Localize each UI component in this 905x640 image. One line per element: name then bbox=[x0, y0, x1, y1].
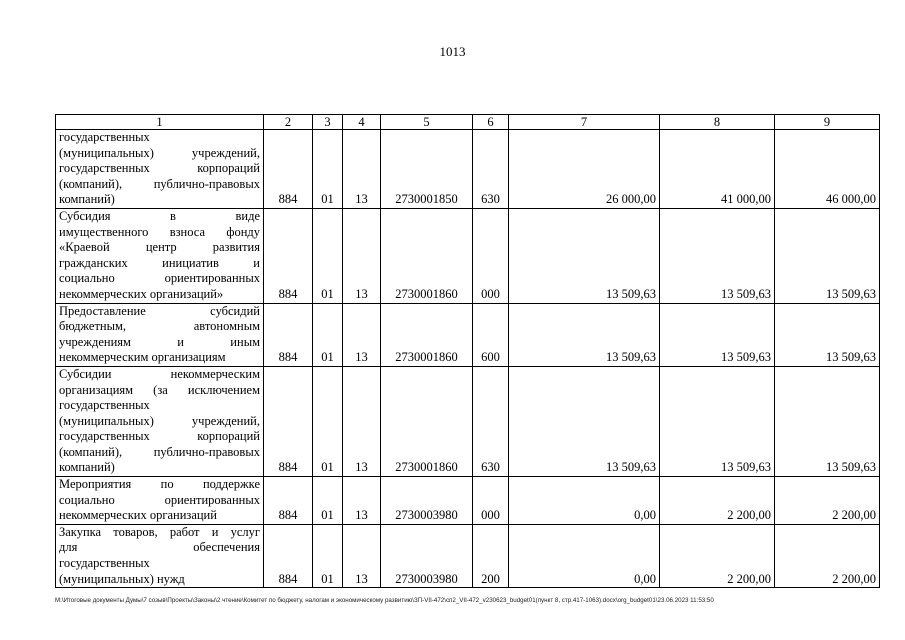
cell-amount-year1: 13 509,63 bbox=[509, 303, 660, 366]
cell-subsection: 13 bbox=[343, 303, 381, 366]
description-line: Мероприятия по поддержке bbox=[59, 477, 260, 492]
row-description bbox=[56, 130, 264, 209]
description-line: некоммерческим организациям bbox=[59, 350, 226, 365]
description-line: организациям (за исключением bbox=[59, 382, 260, 397]
description-line: компаний) bbox=[59, 460, 115, 475]
cell-amount-year2: 41 000,00 bbox=[660, 130, 775, 209]
description-line: (муниципальных) учреждений, bbox=[59, 145, 260, 160]
cell-amount-year2: 13 509,63 bbox=[660, 303, 775, 366]
cell-amount-year1: 0,00 bbox=[509, 524, 660, 587]
row-description bbox=[56, 208, 264, 303]
cell-target-article: 2730001860 bbox=[381, 303, 473, 366]
description-line: некоммерческих организаций» bbox=[59, 286, 224, 301]
description-line: компаний) bbox=[59, 192, 115, 207]
cell-amount-year3: 2 200,00 bbox=[775, 524, 880, 587]
col-header-9: 9 bbox=[775, 115, 880, 130]
table-row bbox=[56, 208, 880, 303]
cell-amount-year1: 0,00 bbox=[509, 477, 660, 525]
description-line: (муниципальных) учреждений, bbox=[59, 413, 260, 428]
cell-ministry-code: 884 bbox=[264, 130, 313, 209]
description-line: государственных bbox=[59, 556, 150, 571]
description-line: учреждениям и иным bbox=[59, 334, 260, 349]
cell-subsection: 13 bbox=[343, 366, 381, 476]
row-description bbox=[56, 524, 264, 587]
description-line: государственных bbox=[59, 398, 150, 413]
cell-section: 01 bbox=[313, 366, 343, 476]
cell-target-article: 2730003980 bbox=[381, 524, 473, 587]
cell-subsection: 13 bbox=[343, 477, 381, 525]
description-line: социально ориентированных bbox=[59, 492, 260, 507]
col-header-4: 4 bbox=[343, 115, 381, 130]
cell-target-article: 2730003980 bbox=[381, 477, 473, 525]
cell-subsection: 13 bbox=[343, 208, 381, 303]
description-line: (муниципальных) нужд bbox=[59, 571, 185, 586]
cell-amount-year1: 26 000,00 bbox=[509, 130, 660, 209]
cell-amount-year3: 13 509,63 bbox=[775, 303, 880, 366]
cell-expense-type: 600 bbox=[473, 303, 509, 366]
col-header-2: 2 bbox=[264, 115, 313, 130]
cell-section: 01 bbox=[313, 477, 343, 525]
cell-ministry-code: 884 bbox=[264, 303, 313, 366]
description-line: имущественного взноса фонду bbox=[59, 224, 260, 239]
description-line: Предоставление субсидий bbox=[59, 303, 260, 318]
cell-ministry-code: 884 bbox=[264, 366, 313, 476]
cell-ministry-code: 884 bbox=[264, 208, 313, 303]
description-line: (компаний), публично-правовых bbox=[59, 444, 260, 459]
cell-ministry-code: 884 bbox=[264, 524, 313, 587]
budget-table bbox=[55, 114, 880, 588]
description-line: (компаний), публично-правовых bbox=[59, 176, 260, 191]
cell-expense-type: 630 bbox=[473, 366, 509, 476]
row-description bbox=[56, 366, 264, 476]
table-row bbox=[56, 366, 880, 476]
cell-ministry-code: 884 bbox=[264, 477, 313, 525]
cell-amount-year3: 2 200,00 bbox=[775, 477, 880, 525]
description-line: Закупка товаров, работ и услуг bbox=[59, 524, 260, 539]
col-header-5: 5 bbox=[381, 115, 473, 130]
description-line: Субсидия в виде bbox=[59, 208, 260, 223]
description-line: некоммерческих организаций bbox=[59, 508, 217, 523]
cell-amount-year1: 13 509,63 bbox=[509, 208, 660, 303]
description-line: социально ориентированных bbox=[59, 271, 260, 286]
cell-amount-year3: 13 509,63 bbox=[775, 366, 880, 476]
table-row bbox=[56, 524, 880, 587]
description-line: государственных bbox=[59, 130, 150, 144]
row-description bbox=[56, 477, 264, 525]
cell-target-article: 2730001850 bbox=[381, 130, 473, 209]
cell-expense-type: 200 bbox=[473, 524, 509, 587]
description-line: государственных корпораций bbox=[59, 429, 260, 444]
cell-amount-year2: 13 509,63 bbox=[660, 366, 775, 476]
col-header-3: 3 bbox=[313, 115, 343, 130]
cell-expense-type: 000 bbox=[473, 208, 509, 303]
cell-section: 01 bbox=[313, 208, 343, 303]
table-body bbox=[56, 130, 880, 588]
cell-subsection: 13 bbox=[343, 524, 381, 587]
cell-target-article: 2730001860 bbox=[381, 366, 473, 476]
cell-target-article: 2730001860 bbox=[381, 208, 473, 303]
cell-amount-year3: 46 000,00 bbox=[775, 130, 880, 209]
row-description bbox=[56, 303, 264, 366]
description-line: «Краевой центр развития bbox=[59, 240, 260, 255]
cell-amount-year3: 13 509,63 bbox=[775, 208, 880, 303]
cell-section: 01 bbox=[313, 524, 343, 587]
col-header-1: 1 bbox=[56, 115, 264, 130]
col-header-6: 6 bbox=[473, 115, 509, 130]
cell-amount-year2: 13 509,63 bbox=[660, 208, 775, 303]
table-row bbox=[56, 477, 880, 525]
cell-subsection: 13 bbox=[343, 130, 381, 209]
col-header-7: 7 bbox=[509, 115, 660, 130]
table-row bbox=[56, 303, 880, 366]
table-row bbox=[56, 130, 880, 209]
cell-amount-year2: 2 200,00 bbox=[660, 524, 775, 587]
cell-amount-year2: 2 200,00 bbox=[660, 477, 775, 525]
description-line: бюджетным, автономным bbox=[59, 319, 260, 334]
description-line: государственных корпораций bbox=[59, 161, 260, 176]
description-line: для обеспечения bbox=[59, 540, 260, 555]
col-header-8: 8 bbox=[660, 115, 775, 130]
cell-section: 01 bbox=[313, 130, 343, 209]
cell-section: 01 bbox=[313, 303, 343, 366]
cell-expense-type: 630 bbox=[473, 130, 509, 209]
page-number: 1013 bbox=[439, 44, 466, 59]
cell-amount-year1: 13 509,63 bbox=[509, 366, 660, 476]
cell-expense-type: 000 bbox=[473, 477, 509, 525]
file-path-footer: M:\Итоговые документы Думы\7 созыв\Проекты\Законы\2 чтение\Комитет по бюджету, налогам и экономическому развитию\ЗП-VII-472\сп2_VII-472_v230623_budget01(пункт 8, стр.417-1063).docx\org_budget01\23.06.2023 11:53:50 bbox=[55, 597, 714, 604]
description-line: гражданских инициатив и bbox=[59, 255, 260, 270]
table-header-row bbox=[56, 115, 880, 130]
description-line: Субсидии некоммерческим bbox=[59, 366, 260, 381]
